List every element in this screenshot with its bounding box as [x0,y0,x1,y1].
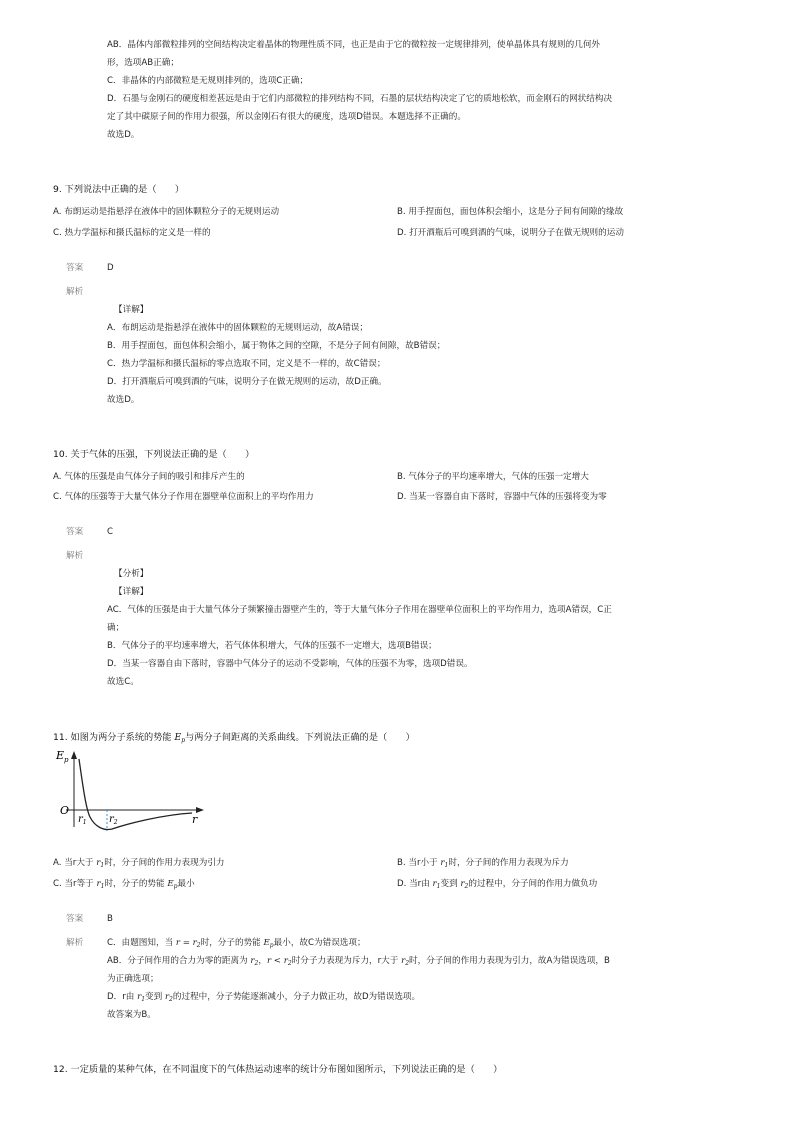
q10-answer-value: C [107,527,114,537]
q10-option-c: C. 气体的压强等于大量气体分子作用在器壁单位面积上的平均作用力 [53,492,314,502]
energy-curve [79,759,192,830]
q11-analysis-line-2: AB．分子间作用的合力为零的距离为 $r_2$，$r < r_2$时分子力表现为斥力，r大于 $r_2$时，分子间的作用力表现为引力，故A为错误选项，B [107,956,610,967]
q11-analysis-line-1: C．由题图知，当 $r = r_2$时，分子的势能 $E_p$最小，故C为错误选项； [107,938,366,949]
graph-x-label: r [192,813,198,826]
q10-analysis-line-3: AC．气体的压强是由于大量气体分子频繁撞击器壁产生的，等于大量气体分子作用在器壁单位面积上的平均作用力，选项A错误，C正 [107,605,612,615]
prev-explanation-line-2: 形，选项AB正确； [107,58,179,68]
q9-analysis-line-3: B．用手捏面包，面包体积会缩小，属于物体之间的空隙，不是分子间有间隙，故B错误； [107,341,446,351]
q11-analysis-line-3: 为正确选项； [107,974,159,984]
q11-stem-ep: $E_p$ [174,732,186,744]
q11-stem-part-a: 11. 如图为两分子系统的势能 [53,732,175,743]
q11-option-d: D. 当r由 $r_1$变到 $r_2$的过程中，分子间的作用力做负功 [397,879,598,890]
q10-analysis-line-6: D．当某一容器自由下落时，容器中气体分子的运动不受影响，气体的压强不为零，选项D错误。 [107,659,473,669]
prev-explanation-line-6: 故选D。 [107,130,140,140]
q9-analysis-line-4: C．热力学温标和摄氏温标的零点选取不同，定义是不一样的，故C错误； [107,359,386,369]
prev-explanation-line-1: AB．晶体内部微粒排列的空间结构决定着晶体的物理性质不同，也正是由于它的微粒按一定规律排列，使单晶体具有规则的几何外 [107,40,601,50]
q11-analysis-line-5: 故答案为B。 [107,1010,156,1020]
q10-option-d: D. 当某一容器自由下落时，容器中气体的压强将变为零 [397,492,607,502]
graph-r2-label: $r_2$ [109,814,118,826]
q9-analysis-label: 解析 [66,287,84,297]
q10-analysis-line-2: 【详解】 [114,587,149,597]
q11-analysis-line-4: D．r由 $r_1$变到 $r_2$的过程中，分子势能逐渐减小，分子力做正功，故D为错误选项。 [107,992,421,1003]
q9-analysis-line-6: 故选D。 [107,395,140,405]
q11-option-b: B. 当r小于 $r_1$时，分子间的作用力表现为斥力 [397,858,569,869]
prev-explanation-line-3: C．非晶体的内部微粒是无规则排列的，选项C正确； [107,76,309,86]
prev-explanation-line-4: D．石墨与金刚石的硬度相差甚远是由于它们内部微粒的排列结构不同，石墨的层状结构决定了它的质地松软，而金刚石的网状结构决 [107,94,613,104]
q9-analysis-line-5: D．打开酒瓶后可嗅到酒的气味，说明分子在做无规则的运动，故D正确。 [107,377,387,387]
q9-option-c: C. 热力学温标和摄氏温标的定义是一样的 [53,228,211,238]
q10-analysis-line-1: 【分析】 [114,569,149,579]
q10-analysis-line-7: 故选C。 [107,677,139,687]
q11-analysis-label: 解析 [66,938,84,948]
q9-analysis-line-1: 【详解】 [114,305,149,315]
q12-stem: 12. 一定质量的某种气体，在不同温度下的气体热运动速率的统计分布图如图所示，下列说法正确的是（ ） [53,1064,503,1075]
q9-stem: 9. 下列说法中正确的是（ ） [53,184,185,195]
q9-analysis-line-2: A．布朗运动是指悬浮在液体中的固体颗粒的无规则运动，故A错误； [107,323,368,333]
q11-stem [53,732,415,747]
q9-answer-value: D [107,263,114,273]
q11-answer-label: 答案 [66,914,84,924]
q11-option-a: A. 当r大于 $r_1$时，分子间的作用力表现为引力 [53,858,225,869]
q9-option-b: B. 用手捏面包，面包体积会缩小，这是分子间有间隙的缘故 [397,207,624,217]
q9-answer-label: 答案 [66,263,84,273]
graph-origin-label: O [60,804,70,817]
potential-energy-graph [52,747,212,831]
q10-analysis-line-5: B．气体分子的平均速率增大，若气体体积增大，气体的压强不一定增大，选项B错误； [107,641,437,651]
q10-answer-label: 答案 [66,527,84,537]
q10-option-b: B. 气体分子的平均速率增大，气体的压强一定增大 [397,472,589,482]
prev-explanation-line-5: 定了其中碳原子间的作用力很强，所以金刚石有很大的硬度，选项D错误。本题选择不正确的。 [107,112,466,122]
q10-analysis-label: 解析 [66,551,84,561]
q10-stem: 10. 关于气体的压强，下列说法正确的是（ ） [53,449,255,460]
q9-option-a: A. 布朗运动是指悬浮在液体中的固体颗粒分子的无规则运动 [53,207,280,217]
graph-r1-label: $r_1$ [78,814,87,826]
graph-y-label: $E_p$ [56,749,69,764]
q11-option-c: C. 当r等于 $r_1$时，分子的势能 $E_p$最小 [53,879,195,890]
q10-analysis-line-4: 确； [107,623,125,633]
q9-option-d: D. 打开酒瓶后可嗅到酒的气味，说明分子在做无规则的运动 [397,228,624,238]
q11-stem-part-b: 与两分子间距离的关系曲线。下列说法正确的是（ ） [185,732,415,743]
q11-answer-value: B [107,914,113,924]
q10-option-a: A. 气体的压强是由气体分子间的吸引和排斥产生的 [53,472,245,482]
